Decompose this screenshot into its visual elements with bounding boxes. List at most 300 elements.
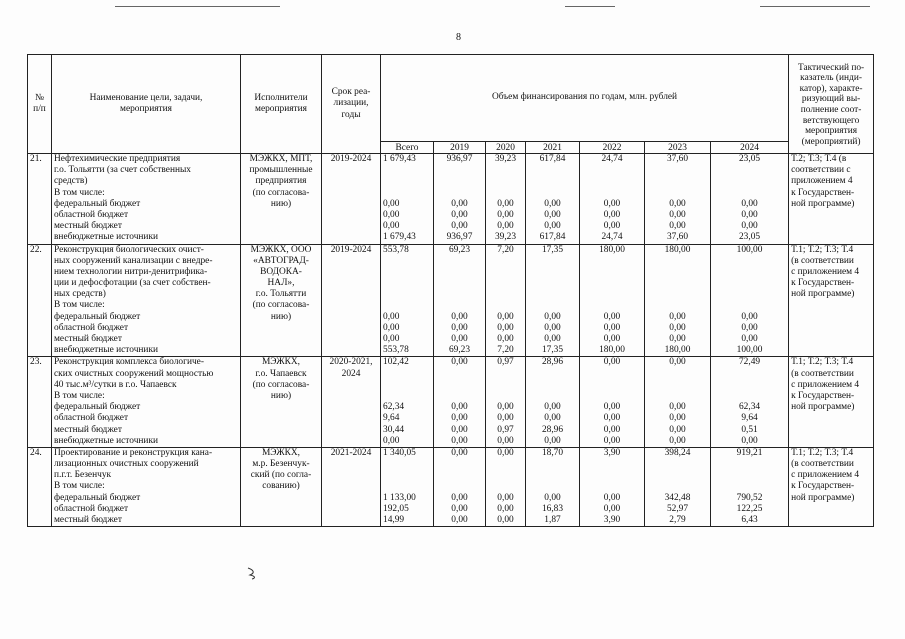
financing-value [528,165,577,176]
activity-executors [241,357,322,448]
financing-value [528,470,577,481]
activity-name-line: федеральный бюджет [54,311,141,322]
activity-executors-line: МЭЖКХ, [261,357,301,368]
financing-value: 0,00 [451,402,468,413]
financing-value [528,278,577,289]
financing-value: 0,00 [544,322,561,333]
financing-value: 0,97 [497,424,514,435]
financing-value: 9,64 [383,413,400,424]
activity-name [52,244,241,357]
financing-value: 0,00 [603,221,621,232]
table-row [28,244,874,357]
financing-value: 0,00 [451,334,468,344]
financing-value: 28,96 [541,424,564,435]
financing-value [488,256,523,267]
activity-executors-line: г.о. Чапаевск [255,368,307,379]
activity-term-line: 2019-2024 [330,154,372,164]
activity-indicator-line: ной программе) [791,492,855,503]
financing-value: 0,00 [451,311,468,322]
activity-executors-line: «АВТОГРАД- [253,255,309,266]
financing-value: 180,00 [599,244,625,255]
activity-indicator-line: к Государствен- [791,481,855,492]
financing-value [488,481,523,492]
financing-value [488,165,523,176]
activity-name-line: 40 тыс.м³/сутки в г.о. Чапаевск [54,379,177,390]
header-year: 2022 [580,142,645,154]
financing-value [488,289,523,300]
financing-value: 0,00 [544,221,561,232]
header-executors: Исполнители мероприятия [241,55,322,154]
financing-value: 0,00 [544,198,561,209]
financing-value [528,369,577,380]
activity-name-line: областной бюджет [54,322,129,333]
financing-value: 30,44 [383,424,405,435]
activity-name-line: ных сооружений канализации с внедре- [54,255,213,266]
activity-executors-line: предприятия [255,176,307,187]
financing-value: 192,05 [383,503,409,514]
activity-name-line: федеральный бюджет [54,198,141,209]
financing-value [647,391,708,402]
financing-value [436,267,483,278]
financing-value: 342,48 [664,492,691,503]
financing-value: 0,00 [451,503,468,514]
financing-value [582,459,642,470]
financing-value: 23,05 [738,154,761,164]
activity-indicator-line: соответствии с [791,165,851,176]
financing-value [488,300,523,311]
financing-value: 2,79 [669,515,686,525]
financing-value [383,470,431,481]
financing-value: 72,49 [738,357,761,368]
activity-indicator-line: приложением 4 [791,176,853,187]
activity-indicator-line: ной программе) [791,198,855,209]
financing-value: 69,23 [448,244,471,255]
financing-cell [711,154,789,245]
financing-cell [381,357,434,448]
financing-value: 936,97 [446,154,473,164]
financing-value: 7,20 [497,345,514,356]
financing-value: 0,00 [497,221,514,232]
table-row [28,154,874,245]
financing-value [383,176,431,187]
financing-value [713,188,786,199]
financing-value: 16,83 [541,503,564,514]
financing-value: 617,84 [539,232,566,243]
activity-name-line: местный бюджет [54,515,122,525]
activity-name-line: местный бюджет [54,424,122,435]
financing-value: 0,00 [603,334,621,344]
activity-name-line: средств) [54,176,88,187]
financing-value: 3,90 [603,515,621,525]
financing-value: 0,00 [497,209,514,220]
row-number: 23. [28,357,52,448]
financing-value [582,165,642,176]
financing-value [383,278,431,289]
financing-value: 0,00 [497,492,514,503]
activity-term-line: 2019-2024 [330,244,372,255]
financing-value [488,459,523,470]
financing-value: 0,00 [497,413,514,424]
financing-value: 39,23 [494,154,517,164]
financing-value: 0,00 [603,357,621,368]
financing-value: 14,99 [383,515,405,525]
financing-value: 0,00 [451,492,468,503]
financing-cell [486,357,526,448]
financing-value [528,481,577,492]
financing-value: 0,00 [603,402,621,413]
activity-name-line: нием технологии нитри-денитрифика- [54,266,208,277]
financing-value [713,176,786,187]
financing-value [713,391,786,402]
financing-cell [526,357,580,448]
financing-value [582,188,642,199]
financing-value: 1 679,43 [383,232,416,243]
financing-value: 28,96 [541,357,564,368]
financing-value: 0,00 [544,209,561,220]
activity-indicator-line: ной программе) [791,402,855,413]
financing-cell [486,154,526,245]
activity-executors-line: м.р. Безенчук- [252,459,310,470]
financing-value: 0,00 [383,221,400,232]
financing-cell [434,244,486,357]
row-number: 21. [28,154,52,245]
activity-name-line: п.г.т. Безенчук [54,470,112,481]
activity-name-line: областной бюджет [54,413,129,424]
financing-cell [711,357,789,448]
financing-cell [580,154,645,245]
activity-executors-line: ский (по согла- [250,470,312,481]
financing-value [647,176,708,187]
financing-value [528,176,577,187]
table-row [28,447,874,526]
activity-term-line: 2024 [341,368,361,379]
activity-indicator [789,244,874,357]
financing-value: 0,00 [603,413,621,424]
financing-value: 919,21 [736,447,763,458]
financing-value [436,380,483,391]
activity-executors-line: нию) [270,198,292,209]
top-border-line [565,6,615,7]
activity-name-line: местный бюджет [54,334,122,344]
financing-value [488,391,523,402]
financing-value: 0,00 [497,503,514,514]
financing-value [436,188,483,199]
financing-value: 0,00 [383,311,400,322]
financing-cell [645,244,711,357]
financing-value: 0,00 [603,492,621,503]
financing-value [647,165,708,176]
activity-executors [241,244,322,357]
financing-value: 0,00 [497,447,514,458]
financing-value [713,369,786,380]
financing-value: 0,00 [603,424,621,435]
financing-value: 18,70 [541,447,564,458]
handwritten-mark [246,566,260,580]
financing-value: 0,00 [741,311,758,322]
financing-cell [381,447,434,526]
header-indicator: Тактический по- казатель (инди- катор), характе- ризующий вы- полнение соот- ветствующего мероприятия (мероприятий) [789,55,874,154]
financing-value [582,369,642,380]
financing-value: 39,23 [494,232,517,243]
activity-executors [241,447,322,526]
financing-cell [526,244,580,357]
financing-value: 0,00 [603,322,621,333]
financing-value [383,165,431,176]
financing-value: 0,00 [451,322,468,333]
activity-indicator-line: Т.1; Т.2; Т.3; Т.4 [791,447,854,458]
activity-term-line: 2020-2021, [329,357,373,368]
financing-value: 0,51 [741,424,758,435]
activity-executors-line: промышленные [249,165,313,176]
financing-value: 1 679,43 [383,154,416,164]
financing-value [528,267,577,278]
financing-value [528,300,577,311]
financing-value [582,278,642,289]
financing-value [383,391,431,402]
financing-value: 180,00 [664,244,691,255]
financing-cell [526,447,580,526]
activity-executors-line: (по согласова- [252,187,310,198]
financing-value [383,380,431,391]
activity-name-line: Проектирование и реконструкция кана- [54,447,213,458]
financing-value [528,289,577,300]
activity-term [322,357,381,448]
activity-name-line: В том числе: [54,390,105,401]
financing-value: 0,00 [741,221,758,232]
financing-value: 9,64 [741,413,758,424]
activity-indicator-line: к Государствен- [791,390,855,401]
financing-value: 0,00 [451,424,468,435]
activity-indicator-line: Т.2; Т.3; Т.4 (в [791,154,847,164]
activity-name [52,447,241,526]
activity-executors-line: (по согласова- [252,300,310,311]
financing-value [647,459,708,470]
financing-value: 17,35 [541,345,564,356]
activity-name-line: Реконструкция комплекса биологиче- [54,357,204,368]
financing-value [488,188,523,199]
financing-value [528,256,577,267]
financing-value [647,369,708,380]
financing-value: 0,00 [603,209,621,220]
activity-indicator-line: Т.1; Т.2; Т.3; Т.4 [791,244,854,255]
financing-value: 0,00 [741,334,758,344]
financing-value [528,380,577,391]
header-year: 2024 [711,142,789,154]
financing-value [436,176,483,187]
financing-value: 180,00 [599,345,625,356]
financing-value: 0,00 [741,209,758,220]
financing-value: 0,00 [669,334,686,344]
activity-executors-line: сованию) [262,481,300,492]
financing-value [383,289,431,300]
financing-cell [486,244,526,357]
financing-value: 0,00 [383,322,400,333]
financing-value: 0,00 [383,334,400,344]
financing-value: 0,00 [544,435,561,446]
financing-value: 0,00 [451,515,468,525]
financing-value: 122,25 [736,503,763,514]
financing-value: 0,00 [544,402,561,413]
financing-value: 0,00 [603,198,621,209]
financing-value: 0,00 [544,334,561,344]
financing-value: 62,34 [383,402,405,413]
page-number: 8 [456,32,461,43]
financing-value [713,481,786,492]
financing-value: 0,00 [669,209,686,220]
financing-cell [645,154,711,245]
financing-value [647,481,708,492]
financing-cell [381,244,434,357]
financing-value: 0,00 [669,322,686,333]
activity-name-line: В том числе: [54,187,105,198]
financing-value: 0,00 [669,357,686,368]
activity-term [322,447,381,526]
activity-name-line: Нефтехимические предприятия [54,154,181,164]
financing-value [436,300,483,311]
financing-value: 0,00 [497,334,514,344]
financing-value: 102,42 [383,357,409,368]
activity-name-line: внебюджетные источники [54,435,159,446]
financing-value [582,256,642,267]
financing-value [436,459,483,470]
activity-indicator-line: с приложением 4 [791,470,860,481]
activity-name [52,154,241,245]
financing-value: 1 133,00 [383,492,416,503]
financing-cell [711,447,789,526]
activity-name-line: ции и дефосфотации (за счет собствен- [54,278,211,289]
activity-name-line: федеральный бюджет [54,492,141,503]
financing-value: 0,00 [497,515,514,525]
financing-value [647,470,708,481]
activity-executors-line: МЭЖКХ, ООО [250,244,312,255]
financing-value: 0,00 [741,198,758,209]
financing-value: 0,00 [544,413,561,424]
financing-cell [580,447,645,526]
financing-value: 37,60 [666,154,689,164]
activity-name-line: местный бюджет [54,221,122,232]
financing-value [488,176,523,187]
activity-indicator-line: к Государствен- [791,187,855,198]
financing-value [528,391,577,402]
financing-value [582,289,642,300]
activity-executors-line: нию) [270,311,292,322]
financing-cell [526,154,580,245]
financing-value: 100,00 [736,345,763,356]
activity-name-line: федеральный бюджет [54,402,141,413]
financing-value [647,300,708,311]
activity-name [52,357,241,448]
activity-indicator-line: (в соответствии [791,459,854,470]
financing-cell [580,244,645,357]
financing-value: 553,78 [383,345,409,356]
financing-value: 0,00 [741,322,758,333]
financing-value [488,380,523,391]
financing-value: 23,05 [738,232,761,243]
financing-value: 790,52 [736,492,763,503]
financing-value [647,188,708,199]
financing-value: 936,97 [446,232,473,243]
activity-term-line: 2021-2024 [330,447,372,458]
header-number: № п/п [28,55,52,154]
financing-value [383,256,431,267]
financing-value: 553,78 [383,244,409,255]
financing-value: 0,00 [451,435,468,446]
financing-value [713,380,786,391]
financing-cell [486,447,526,526]
header-year: 2019 [434,142,486,154]
financing-value: 0,00 [451,413,468,424]
activity-indicator-line: с приложением 4 [791,379,860,390]
activity-name-line: лизационных очистных сооружений [54,459,199,470]
financing-value [582,481,642,492]
financing-value [436,470,483,481]
financing-value: 0,00 [497,322,514,333]
financing-value: 0,97 [497,357,514,368]
financing-value [582,391,642,402]
financing-value: 180,00 [664,345,691,356]
activity-name-line: внебюджетные источники [54,345,159,356]
activity-indicator-line: к Государствен- [791,278,855,289]
activity-name-line: ских очистных сооружений мощностью [54,368,214,379]
financing-value [488,470,523,481]
financing-value [528,459,577,470]
financing-value: 0,00 [383,209,400,220]
financing-value [488,278,523,289]
financing-value: 24,74 [601,232,623,243]
financing-value [383,369,431,380]
financing-value [647,289,708,300]
financing-value [582,380,642,391]
header-year: 2023 [645,142,711,154]
financing-value: 0,00 [669,435,686,446]
row-number: 22. [28,244,52,357]
financing-value: 0,00 [451,447,468,458]
financing-cell [645,357,711,448]
activity-executors-line: НАЛ», [267,278,295,289]
activity-indicator-line: с приложением 4 [791,266,860,277]
financing-value: 62,34 [738,402,761,413]
financing-value [436,278,483,289]
financing-cell [434,154,486,245]
financing-value [713,470,786,481]
financing-value: 1 340,05 [383,447,416,458]
activity-indicator-line: ной программе) [791,289,855,300]
financing-value [436,391,483,402]
activity-indicator [789,357,874,448]
financing-value [383,300,431,311]
financing-value: 24,74 [601,154,623,164]
header-financing: Объем финансирования по годам, млн. рублей [381,55,789,142]
activity-name-line: г.о. Тольятти (за счет собственных [54,165,191,176]
activity-executors-line: ВОДОКА- [260,266,302,277]
financing-value: 0,00 [669,198,686,209]
activity-name-line: внебюджетные источники [54,232,159,243]
header-year: Всего [381,142,434,154]
financing-value: 69,23 [448,345,471,356]
financing-value [713,278,786,289]
financing-cell [645,447,711,526]
financing-value: 0,00 [669,402,686,413]
top-border-line [115,6,280,7]
activity-executors [241,154,322,245]
activity-indicator-line: (в соответствии [791,368,854,379]
financing-value: 0,00 [603,503,621,514]
activity-name-line: ных средств) [54,289,106,300]
financing-value [713,289,786,300]
financing-value: 37,60 [666,232,689,243]
financing-value [647,256,708,267]
financing-value [383,188,431,199]
